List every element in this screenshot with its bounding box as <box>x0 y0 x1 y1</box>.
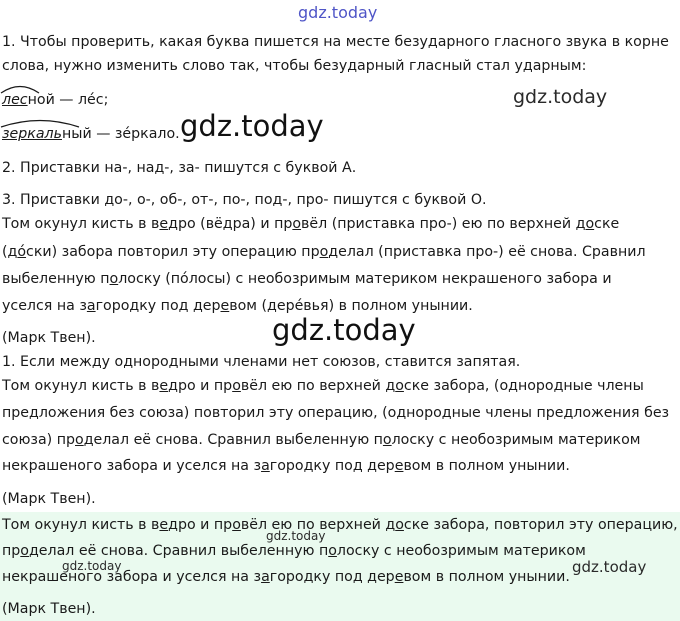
root-morpheme <box>2 90 28 110</box>
root-text: зеркаль <box>2 126 62 142</box>
text-3-line-1: Том окунул кисть в ведро и провёл ею по верхней доске забора, повторил эту операцию, <box>2 517 678 533</box>
root-morpheme <box>2 124 62 144</box>
watermark: gdz.today <box>272 313 416 347</box>
example-1 <box>2 90 108 110</box>
example-rest: ной — лéс; <box>27 92 109 108</box>
root-arc-icon <box>0 118 80 128</box>
watermark: gdz.today <box>62 559 122 573</box>
watermark: gdz.today <box>266 529 326 543</box>
root-arc-icon <box>0 84 40 94</box>
text-2-line-3: союза) проделал её снова. Сравнил выбеленную полоску с необозримым материком <box>2 432 641 448</box>
rule-4: 1. Если между однородными членами нет союзов, ставится запятая. <box>2 354 521 370</box>
text-3-line-3: некрашеного забора и уселся на загородку под деревом в полном унынии. <box>2 569 570 585</box>
watermark: gdz.today <box>180 109 324 143</box>
text-2-line-1: Том окунул кисть в ведро и провёл ею по верхней доске забора, (однородные члены <box>2 378 644 394</box>
text-1-line-2: (до́ски) забора повторил эту операцию проделал (приставка про-) её снова. Сравнил <box>2 244 646 260</box>
rule-1-line-1: 1. Чтобы проверить, какая буква пишется на месте безударного гласного звука в корне <box>2 34 669 50</box>
rule-1-line-2: слова, нужно изменить слово так, чтобы безударный гласный стал ударным: <box>2 58 587 74</box>
text-2-line-4: некрашеного забора и уселся на загородку под деревом в полном унынии. <box>2 458 570 474</box>
example-rest: ный — зéркало. <box>61 126 180 142</box>
text-2-line-2: предложения без союза) повторил эту операцию, (однородные члены предложения без <box>2 405 670 421</box>
watermark: gdz.today <box>513 86 608 108</box>
rule-3: 3. Приставки до-, о-, об-, от-, по-, под-, про- пишутся с буквой О. <box>2 192 487 208</box>
text-1-line-4: уселся на загородку под деревом (дерéвья) в полном унынии. <box>2 298 473 314</box>
watermark: gdz.today <box>572 558 647 576</box>
text-1-line-1: Том окунул кисть в ведро (вёдра) и провёл (приставка про-) ею по верхней доске <box>2 216 620 232</box>
example-2 <box>2 124 180 144</box>
watermark-top: gdz.today <box>298 3 378 22</box>
text-3-author: (Марк Твен). <box>2 601 96 617</box>
text-1-line-3: выбеленную полоску (пóлосы) с необозримым материком некрашеного забора и <box>2 271 612 287</box>
rule-2: 2. Приставки на-, над-, за- пишутся с буквой А. <box>2 160 357 176</box>
root-text: лес <box>2 92 28 108</box>
text-3-line-2: проделал её снова. Сравнил выбеленную полоску с необозримым материком <box>2 543 586 559</box>
text-2-author: (Марк Твен). <box>2 491 96 507</box>
text-1-author: (Марк Твен). <box>2 330 96 346</box>
